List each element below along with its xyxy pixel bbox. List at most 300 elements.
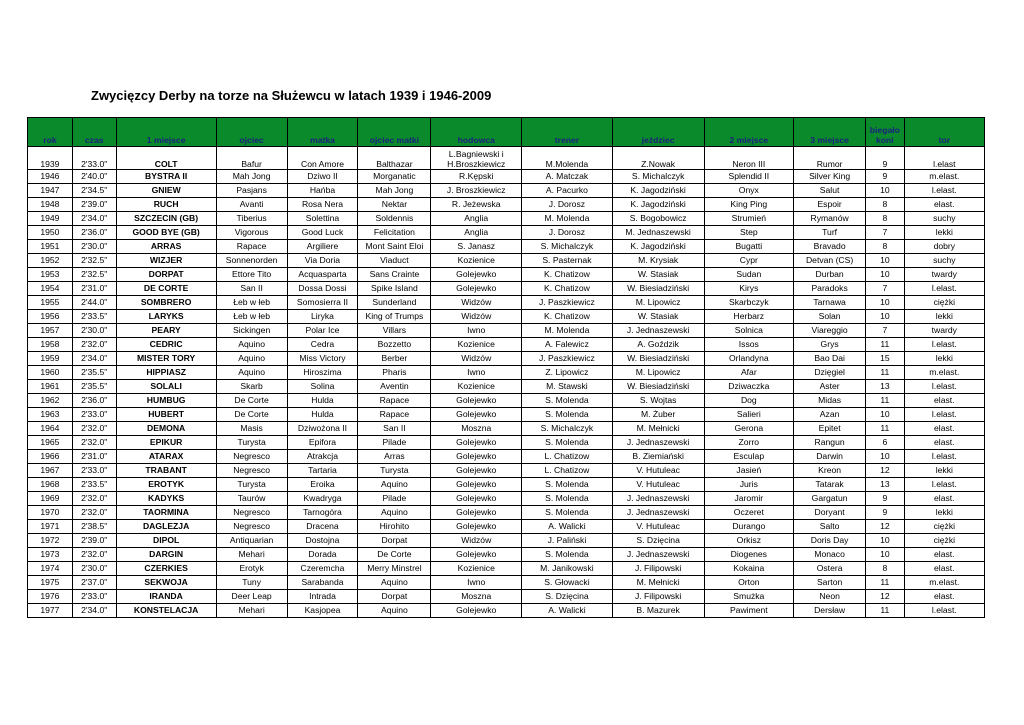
col-2-miejsce-cell: Smużka [704,590,794,604]
col-matka-cell: Con Amore [287,147,358,170]
col-trener-cell: S. Dzięcina [522,590,613,604]
col-biegalo-koni-cell: 7 [866,282,905,296]
col-ojciec-cell: Łeb w łeb [216,310,287,324]
col-tor-cell: lekki [904,310,984,324]
col-matka-cell: Dziwo II [287,170,358,184]
col-tor-cell: l.elast. [904,408,984,422]
table-row [28,184,985,198]
col-ojciec-matki-cell: Aquino [358,576,431,590]
col-tor-cell: elast. [904,590,984,604]
col-2-miejsce-header: 2 miejsce [704,118,794,147]
col-tor-cell: dobry [904,240,984,254]
table-row [28,268,985,282]
col-3-miejsce-cell: Tarnawa [794,296,866,310]
col-2-miejsce-cell: Diogenes [704,548,794,562]
col-jezdziec-cell: J. Filipowski [612,590,704,604]
col-jezdziec-cell: S. Bogobowicz [612,212,704,226]
col-rok-cell: 1973 [28,548,73,562]
col-biegalo-koni-cell: 12 [866,590,905,604]
col-tor-header: tor [904,118,984,147]
col-rok-cell: 1952 [28,254,73,268]
col-rok-cell: 1947 [28,184,73,198]
col-1-miejsce-cell: BYSTRA II [116,170,216,184]
col-1-miejsce-cell: COLT [116,147,216,170]
col-ojciec-matki-cell: Bozzetto [358,338,431,352]
col-3-miejsce-cell: Paradoks [794,282,866,296]
col-ojciec-cell: Turysta [216,436,287,450]
col-2-miejsce-cell: Juris [704,478,794,492]
col-3-miejsce-cell: Aster [794,380,866,394]
col-trener-cell: M. Molenda [522,324,613,338]
col-jezdziec-cell: Z.Nowak [612,147,704,170]
col-biegalo-koni-cell: 8 [866,212,905,226]
col-rok-cell: 1975 [28,576,73,590]
col-hodowca-cell: R. Jeżewska [431,198,522,212]
col-matka-cell: Hańba [287,184,358,198]
col-matka-cell: Good Luck [287,226,358,240]
col-hodowca-cell: S. Janasz [431,240,522,254]
col-2-miejsce-cell: Oczeret [704,506,794,520]
table-row [28,324,985,338]
table-row [28,352,985,366]
col-czas-cell: 2'40.0" [72,170,116,184]
col-matka-cell: Polar Ice [287,324,358,338]
col-hodowca-cell: Iwno [431,324,522,338]
col-tor-cell: suchy [904,212,984,226]
col-3-miejsce-cell: Kreon [794,464,866,478]
col-czas-cell: 2'33.0" [72,408,116,422]
table-row [28,147,985,170]
col-rok-cell: 1965 [28,436,73,450]
col-ojciec-cell: Avanti [216,198,287,212]
col-2-miejsce-cell: Neron III [704,147,794,170]
col-matka-cell: Liryka [287,310,358,324]
col-jezdziec-cell: B. Ziemiański [612,450,704,464]
col-jezdziec-cell: W. Stasiak [612,310,704,324]
col-tor-cell: twardy [904,324,984,338]
col-trener-cell: S. Głowacki [522,576,613,590]
col-ojciec-cell: Sickingen [216,324,287,338]
col-3-miejsce-cell: Epitet [794,422,866,436]
col-3-miejsce-cell: Sarton [794,576,866,590]
col-3-miejsce-cell: Doryant [794,506,866,520]
table-row [28,506,985,520]
col-ojciec-matki-cell: San II [358,422,431,436]
col-2-miejsce-cell: King Ping [704,198,794,212]
table-row [28,576,985,590]
col-jezdziec-cell: W. Biesiadziński [612,352,704,366]
col-czas-cell: 2'32.0" [72,506,116,520]
table-row [28,170,985,184]
col-3-miejsce-cell: Rymanów [794,212,866,226]
col-ojciec-matki-header: ojciec matki [358,118,431,147]
col-ojciec-cell: Pasjans [216,184,287,198]
col-matka-cell: Dorada [287,548,358,562]
col-jezdziec-cell: J. Jednaszewski [612,506,704,520]
col-2-miejsce-cell: Kokaina [704,562,794,576]
table-row [28,492,985,506]
col-trener-cell: S. Michalczyk [522,422,613,436]
col-czas-cell: 2'35.5" [72,380,116,394]
col-tor-cell: lekki [904,352,984,366]
col-ojciec-matki-cell: Morganatic [358,170,431,184]
col-jezdziec-cell: S. Michalczyk [612,170,704,184]
col-2-miejsce-cell: Dog [704,394,794,408]
col-2-miejsce-cell: Afar [704,366,794,380]
col-czas-cell: 2'34.0" [72,604,116,618]
col-2-miejsce-cell: Esculap [704,450,794,464]
col-hodowca-cell: L.Bagniewski i H.Broszkiewicz [431,147,522,170]
col-ojciec-cell: Mah Jong [216,170,287,184]
col-trener-cell: J. Paliński [522,534,613,548]
col-jezdziec-cell: K. Jagodziński [612,240,704,254]
col-matka-cell: Dossa Dossi [287,282,358,296]
col-ojciec-matki-cell: Dorpat [358,590,431,604]
page-title: Zwycięzcy Derby na torze na Służewcu w latach 1939 i 1946-2009 [91,88,492,103]
col-czas-cell: 2'34.0" [72,352,116,366]
col-czas-cell: 2'33.0" [72,464,116,478]
table-row [28,590,985,604]
col-jezdziec-cell: S. Wojtas [612,394,704,408]
col-matka-cell: Sarabanda [287,576,358,590]
col-jezdziec-cell: V. Hutuleac [612,520,704,534]
col-biegalo-koni-cell: 10 [866,268,905,282]
col-rok-cell: 1971 [28,520,73,534]
col-1-miejsce-cell: TRABANT [116,464,216,478]
col-jezdziec-cell: K. Jagodziński [612,184,704,198]
col-hodowca-cell: Widzów [431,352,522,366]
col-rok-cell: 1977 [28,604,73,618]
col-biegalo-koni-cell: 10 [866,450,905,464]
col-hodowca-cell: Kozienice [431,562,522,576]
col-rok-cell: 1964 [28,422,73,436]
col-biegalo-koni-cell: 11 [866,604,905,618]
col-czas-cell: 2'30.0" [72,562,116,576]
col-matka-cell: Eroika [287,478,358,492]
col-2-miejsce-cell: Salieri [704,408,794,422]
col-ojciec-cell: Antiquarian [216,534,287,548]
derby-winners-table [27,117,985,618]
col-jezdziec-cell: K. Jagodziński [612,198,704,212]
col-1-miejsce-header: 1 miejsce [116,118,216,147]
col-tor-cell: twardy [904,268,984,282]
col-rok-cell: 1970 [28,506,73,520]
col-ojciec-cell: Vigorous [216,226,287,240]
col-matka-cell: Epifora [287,436,358,450]
col-rok-cell: 1974 [28,562,73,576]
col-matka-cell: Solettina [287,212,358,226]
table-row [28,520,985,534]
col-1-miejsce-cell: CZERKIES [116,562,216,576]
col-trener-cell: J. Paszkiewicz [522,296,613,310]
col-hodowca-cell: Moszna [431,422,522,436]
col-biegalo-koni-cell: 12 [866,464,905,478]
col-2-miejsce-cell: Herbarz [704,310,794,324]
col-jezdziec-cell: J. Jednaszewski [612,492,704,506]
col-1-miejsce-cell: EPIKUR [116,436,216,450]
col-2-miejsce-cell: Dziwaczka [704,380,794,394]
col-biegalo-koni-cell: 13 [866,380,905,394]
col-czas-cell: 2'39.0" [72,198,116,212]
col-matka-cell: Acquasparta [287,268,358,282]
col-biegalo-koni-cell: 6 [866,436,905,450]
col-ojciec-matki-cell: Aventin [358,380,431,394]
col-ojciec-matki-cell: Pharis [358,366,431,380]
col-1-miejsce-cell: DARGIN [116,548,216,562]
col-czas-cell: 2'32.5" [72,254,116,268]
col-rok-cell: 1948 [28,198,73,212]
col-2-miejsce-cell: Issos [704,338,794,352]
col-rok-header: rok [28,118,73,147]
col-ojciec-cell: Aquino [216,352,287,366]
col-ojciec-matki-cell: Pilade [358,436,431,450]
col-2-miejsce-cell: Solnica [704,324,794,338]
col-rok-cell: 1946 [28,170,73,184]
col-ojciec-matki-cell: Arras [358,450,431,464]
col-biegalo-koni-cell: 11 [866,576,905,590]
col-jezdziec-cell: J. Jednaszewski [612,548,704,562]
col-ojciec-cell: Deer Leap [216,590,287,604]
table-row [28,464,985,478]
col-hodowca-cell: Golejewko [431,520,522,534]
col-jezdziec-cell: M. Lipowicz [612,296,704,310]
col-ojciec-matki-cell: Nektar [358,198,431,212]
col-2-miejsce-cell: Jaromir [704,492,794,506]
col-1-miejsce-cell: RUCH [116,198,216,212]
col-tor-cell: lekki [904,464,984,478]
col-ojciec-cell: De Corte [216,394,287,408]
col-hodowca-cell: Anglia [431,212,522,226]
table-row [28,282,985,296]
col-hodowca-cell: Golejewko [431,268,522,282]
col-trener-cell: J. Dorosz [522,198,613,212]
col-ojciec-cell: Bafur [216,147,287,170]
col-1-miejsce-cell: CEDRIC [116,338,216,352]
col-tor-cell: elast. [904,548,984,562]
col-biegalo-koni-cell: 8 [866,240,905,254]
col-biegalo-koni-cell: 10 [866,310,905,324]
col-biegalo-koni-cell: 12 [866,520,905,534]
col-3-miejsce-cell: Midas [794,394,866,408]
table-row [28,366,985,380]
col-rok-cell: 1951 [28,240,73,254]
col-matka-cell: Hiroszima [287,366,358,380]
col-rok-cell: 1963 [28,408,73,422]
col-1-miejsce-cell: KONSTELACJA [116,604,216,618]
col-matka-cell: Czeremcha [287,562,358,576]
col-rok-cell: 1949 [28,212,73,226]
col-rok-cell: 1959 [28,352,73,366]
col-matka-cell: Dracena [287,520,358,534]
col-rok-cell: 1957 [28,324,73,338]
col-trener-cell: Z. Lipowicz [522,366,613,380]
col-2-miejsce-cell: Jasień [704,464,794,478]
col-hodowca-cell: Kozienice [431,254,522,268]
col-tor-cell: lekki [904,226,984,240]
col-1-miejsce-cell: DEMONA [116,422,216,436]
col-1-miejsce-cell: TAORMINA [116,506,216,520]
col-biegalo-koni-cell: 15 [866,352,905,366]
table-row [28,198,985,212]
col-3-miejsce-cell: Doris Day [794,534,866,548]
col-trener-header: trener [522,118,613,147]
col-hodowca-cell: Golejewko [431,408,522,422]
col-tor-cell: m.elast. [904,170,984,184]
col-rok-cell: 1953 [28,268,73,282]
col-3-miejsce-cell: Salut [794,184,866,198]
col-biegalo-koni-cell: 11 [866,338,905,352]
col-3-miejsce-cell: Grys [794,338,866,352]
col-hodowca-cell: Golejewko [431,478,522,492]
col-3-miejsce-header: 3 miejsce [794,118,866,147]
col-hodowca-cell: Golejewko [431,548,522,562]
col-jezdziec-cell: V. Hutuleac [612,478,704,492]
col-ojciec-matki-cell: Mont Saint Eloi [358,240,431,254]
col-hodowca-cell: Golejewko [431,450,522,464]
col-3-miejsce-cell: Turf [794,226,866,240]
col-ojciec-matki-cell: Spike Island [358,282,431,296]
col-1-miejsce-cell: HUMBUG [116,394,216,408]
table-row [28,226,985,240]
col-biegalo-koni-cell: 7 [866,324,905,338]
col-2-miejsce-cell: Sudan [704,268,794,282]
col-3-miejsce-cell: Bao Dai [794,352,866,366]
col-ojciec-cell: Masis [216,422,287,436]
col-czas-cell: 2'33.5" [72,310,116,324]
col-hodowca-cell: J. Broszkiewicz [431,184,522,198]
col-czas-cell: 2'34.5" [72,184,116,198]
col-1-miejsce-cell: IRANDA [116,590,216,604]
col-hodowca-cell: Iwno [431,366,522,380]
col-matka-header: matka [287,118,358,147]
col-tor-cell: m.elast. [904,366,984,380]
col-hodowca-cell: R.Kępski [431,170,522,184]
col-tor-cell: elast. [904,394,984,408]
col-ojciec-cell: Negresco [216,506,287,520]
col-matka-cell: Dziwożona II [287,422,358,436]
table-row [28,548,985,562]
col-czas-cell: 2'37.0" [72,576,116,590]
col-biegalo-koni-cell: 10 [866,548,905,562]
col-ojciec-cell: San II [216,282,287,296]
col-1-miejsce-cell: SOLALI [116,380,216,394]
col-tor-cell: l.elast. [904,604,984,618]
col-hodowca-cell: Golejewko [431,282,522,296]
col-2-miejsce-cell: Bugatti [704,240,794,254]
col-matka-cell: Atrakcja [287,450,358,464]
col-trener-cell: K. Chatizow [522,310,613,324]
col-jezdziec-cell: V. Hutuleac [612,464,704,478]
col-3-miejsce-cell: Durban [794,268,866,282]
col-biegalo-koni-cell: 9 [866,492,905,506]
col-1-miejsce-cell: ATARAX [116,450,216,464]
col-3-miejsce-cell: Tatarak [794,478,866,492]
col-3-miejsce-cell: Detvan (CS) [794,254,866,268]
col-jezdziec-cell: B. Mazurek [612,604,704,618]
col-2-miejsce-cell: Orlandyna [704,352,794,366]
table-row [28,562,985,576]
col-jezdziec-cell: W. Stasiak [612,268,704,282]
col-rok-cell: 1939 [28,147,73,170]
col-1-miejsce-cell: GOOD BYE (GB) [116,226,216,240]
table-row [28,478,985,492]
col-1-miejsce-cell: HUBERT [116,408,216,422]
col-matka-cell: Argiliere [287,240,358,254]
col-3-miejsce-cell: Darwin [794,450,866,464]
col-tor-cell: l.elast. [904,338,984,352]
col-ojciec-cell: Turysta [216,478,287,492]
col-3-miejsce-cell: Rangun [794,436,866,450]
col-hodowca-cell: Golejewko [431,394,522,408]
table-row [28,394,985,408]
col-biegalo-koni-cell: 10 [866,254,905,268]
col-ojciec-matki-cell: Sans Crainte [358,268,431,282]
col-hodowca-cell: Widzów [431,310,522,324]
col-ojciec-matki-cell: Villars [358,324,431,338]
col-3-miejsce-cell: Solan [794,310,866,324]
col-rok-cell: 1976 [28,590,73,604]
col-biegalo-koni-cell: 8 [866,562,905,576]
col-trener-cell: S. Pasternak [522,254,613,268]
col-czas-cell: 2'32.5" [72,268,116,282]
col-ojciec-matki-cell: Soldennis [358,212,431,226]
col-matka-cell: Somosierra II [287,296,358,310]
col-rok-cell: 1966 [28,450,73,464]
col-2-miejsce-cell: Splendid II [704,170,794,184]
col-2-miejsce-cell: Orton [704,576,794,590]
col-jezdziec-cell: J. Jednaszewski [612,324,704,338]
col-rok-cell: 1968 [28,478,73,492]
col-tor-cell: elast. [904,436,984,450]
col-1-miejsce-cell: DORPAT [116,268,216,282]
col-trener-cell: S. Molenda [522,478,613,492]
col-jezdziec-cell: M. Jednaszewski [612,226,704,240]
col-tor-cell: ciężki [904,520,984,534]
col-trener-cell: A. Falewicz [522,338,613,352]
col-ojciec-cell: Negresco [216,450,287,464]
col-rok-cell: 1958 [28,338,73,352]
col-rok-cell: 1954 [28,282,73,296]
col-2-miejsce-cell: Durango [704,520,794,534]
col-trener-cell: S. Molenda [522,506,613,520]
col-czas-cell: 2'33.0" [72,590,116,604]
col-1-miejsce-cell: ARRAS [116,240,216,254]
col-trener-cell: J. Dorosz [522,226,613,240]
col-3-miejsce-cell: Azan [794,408,866,422]
col-hodowca-cell: Kozienice [431,380,522,394]
col-trener-cell: A. Pacurko [522,184,613,198]
col-trener-cell: L. Chatizow [522,464,613,478]
col-trener-cell: S. Molenda [522,548,613,562]
col-tor-cell: l.elast. [904,450,984,464]
col-trener-cell: K. Chatizow [522,282,613,296]
col-hodowca-cell: Golejewko [431,506,522,520]
col-matka-cell: Miss Victory [287,352,358,366]
col-trener-cell: K. Chatizow [522,268,613,282]
col-tor-cell: l.elast. [904,282,984,296]
col-ojciec-matki-cell: Felicitation [358,226,431,240]
col-matka-cell: Intrada [287,590,358,604]
col-czas-cell: 2'34.0" [72,212,116,226]
col-ojciec-cell: Mehari [216,548,287,562]
col-matka-cell: Hulda [287,394,358,408]
col-trener-cell: M. Molenda [522,212,613,226]
table-row [28,380,985,394]
col-jezdziec-cell: M. Lipowicz [612,366,704,380]
col-tor-cell: m.elast. [904,576,984,590]
col-ojciec-matki-cell: Viaduct [358,254,431,268]
col-rok-cell: 1956 [28,310,73,324]
